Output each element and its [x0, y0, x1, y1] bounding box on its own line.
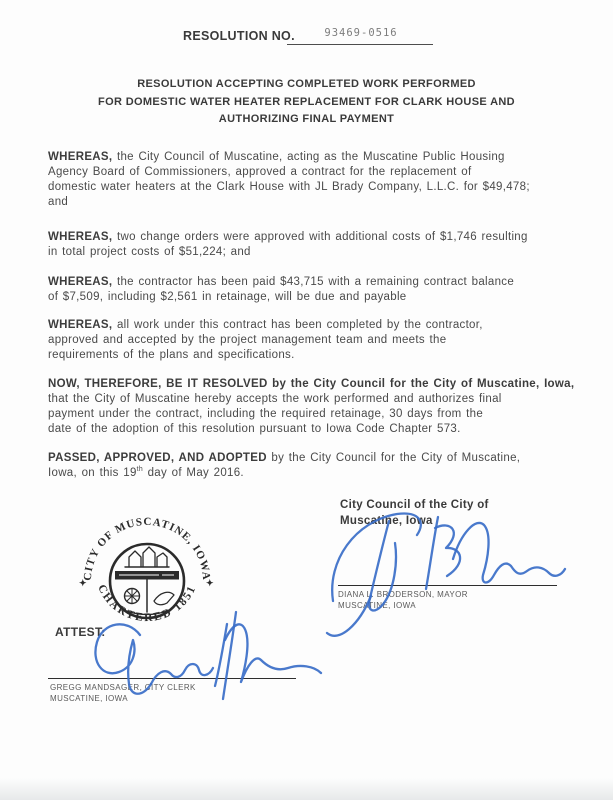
scan-edge-shadow [0, 778, 613, 800]
resolved-paragraph: NOW, THEREFORE, BE IT RESOLVED by the City Council for the City of Muscatine, Iowa, that the City of Muscatine hereby accepts the work performed and authorizes final payment under the contract, including the required retainage, 30 days from the date of the adoption of this resolution pursuant to Iowa Code Chapter 573. [48, 378, 575, 435]
whereas-lead: WHEREAS, [48, 319, 113, 331]
document-title [0, 76, 613, 129]
signatory-heading-line-2: Muscatine, Iowa [340, 515, 433, 527]
passed-lead: PASSED, APPROVED, AND ADOPTED [48, 452, 267, 464]
whereas-lead: WHEREAS, [48, 231, 113, 243]
title-line-2: FOR DOMESTIC WATER HEATER REPLACEMENT FOR CLARK HOUSE AND [98, 95, 515, 108]
seal-ring-top-text: CITY OF MUSCATINE, IOWA [81, 515, 213, 582]
seal-ring-bottom-text: CHARTERED 1851 [95, 582, 199, 625]
signatory-heading-line-1: City Council of the City of [340, 499, 489, 511]
date-superscript: th [136, 466, 144, 474]
title-line-3: AUTHORIZING FINAL PAYMENT [218, 113, 395, 125]
clerk-name: GREGG MANDSAGER, CITY CLERK [50, 683, 196, 692]
whereas-paragraph-2: WHEREAS, two change orders were approved with additional costs of $1,746 resulting in total project costs of $51,224; and [48, 231, 528, 258]
resolved-lead: NOW, THEREFORE, BE IT RESOLVED by the City Council for the City of Muscatine, Iowa, [48, 378, 575, 390]
resolution-number-underline [287, 44, 433, 45]
mayor-city: MUSCATINE, IOWA [338, 601, 416, 610]
whereas-paragraph-4: WHEREAS, all work under this contract has been completed by the contractor, approved and accepted by the project management team and meets the requirements of the plans and specifications. [48, 319, 483, 361]
clerk-signature [85, 610, 330, 708]
mayor-signature [325, 503, 580, 648]
clerk-city: MUSCATINE, IOWA [50, 694, 128, 703]
resolution-number-value: 93469-0516 [324, 27, 398, 39]
mayor-name: DIANA L. BRODERSON, MAYOR [338, 590, 468, 599]
seal-star-right: ✦ [206, 578, 214, 588]
whereas-lead: WHEREAS, [48, 151, 113, 163]
passed-paragraph: PASSED, APPROVED, AND ADOPTED by the City Council for the City of Muscatine, Iowa, on this 19th day of May 2016. [48, 452, 521, 479]
seal-star-left: ✦ [79, 578, 87, 588]
attest-label: ATTEST: [55, 625, 106, 639]
seal-crest [110, 544, 184, 618]
title-line-1: RESOLUTION ACCEPTING COMPLETED WORK PERFORMED [137, 78, 476, 90]
whereas-paragraph-3: WHEREAS, the contractor has been paid $43,715 with a remaining contract balance of $7,509, including $2,561 in retainage, will be due and payable [48, 276, 515, 303]
whereas-paragraph-1: WHEREAS, the City Council of Muscatine, acting as the Muscatine Public Housing Agency Board of Commissioners, approved a contract for the replacement of domestic water heaters at the Clark House with JL Brady Company, L.L.C. for $49,478; and [48, 151, 530, 208]
resolution-number-label: RESOLUTION NO. [183, 29, 295, 43]
whereas-lead: WHEREAS, [48, 276, 113, 288]
